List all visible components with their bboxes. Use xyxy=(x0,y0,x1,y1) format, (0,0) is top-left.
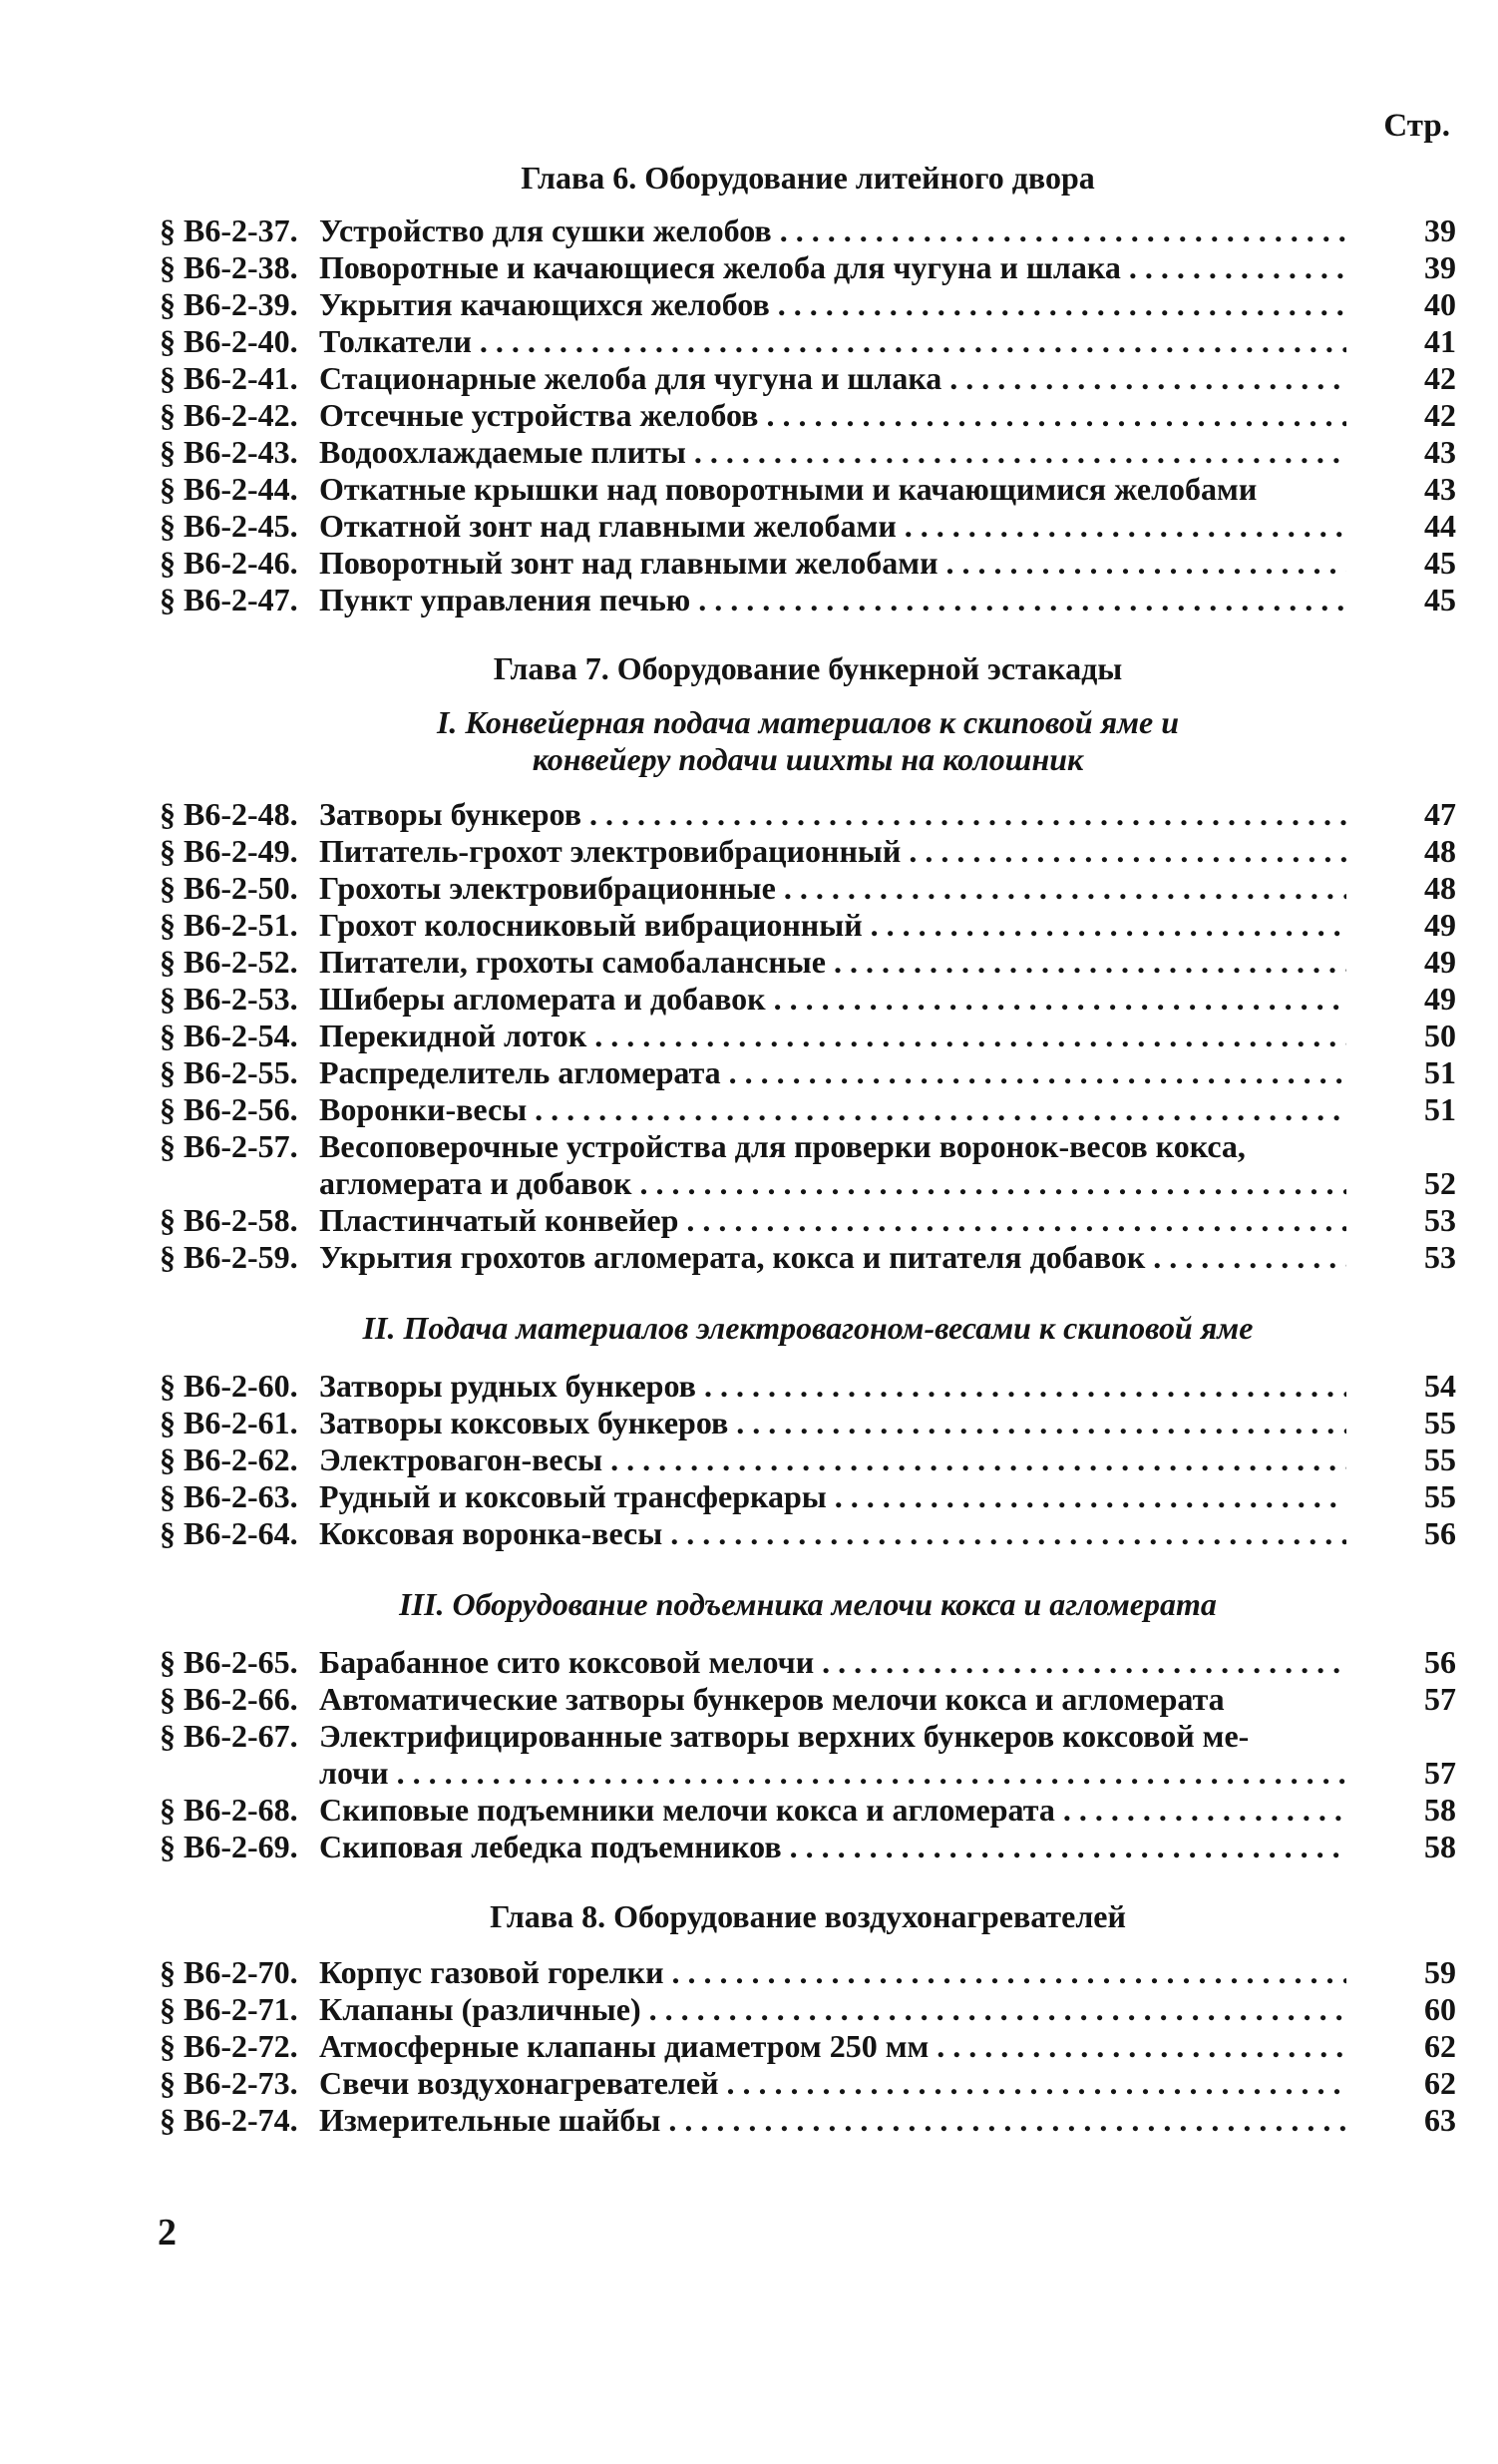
toc-entry xyxy=(160,1441,1456,1478)
page-ref: 56 xyxy=(1424,1644,1456,1680)
page-number: 2 xyxy=(158,2212,177,2254)
toc-entry xyxy=(160,1954,1456,1991)
toc-entry xyxy=(160,981,1456,1018)
section-number: § В6-2-39. xyxy=(160,286,298,322)
section-number: § В6-2-56. xyxy=(160,1091,298,1127)
toc-entry xyxy=(160,1718,1456,1755)
page-ref: 55 xyxy=(1424,1478,1456,1514)
entry-title: Распределитель агломерата . . . xyxy=(319,1054,1346,1091)
entry-title: Грохот колосниковый вибрационный . . . xyxy=(319,907,1346,944)
toc-entry xyxy=(160,1239,1456,1276)
section-number: § В6-2-55. xyxy=(160,1054,298,1090)
chapter-7-title: Глава 7. Оборудование бункерной эстакады xyxy=(493,650,1123,686)
page-ref: 53 xyxy=(1424,1239,1456,1275)
page-ref: 43 xyxy=(1424,471,1456,507)
entry-title: Питатель-грохот электровибрационный . . . xyxy=(319,833,1346,870)
toc-entry xyxy=(160,434,1456,471)
entry-title: Весоповерочные устройства для проверки воронок-весов кокса, xyxy=(319,1128,1246,1164)
section-number: § В6-2-62. xyxy=(160,1441,298,1477)
toc-entry xyxy=(160,471,1456,508)
page-ref: 40 xyxy=(1424,286,1456,322)
toc-entry xyxy=(160,1478,1456,1515)
entry-title: Электровагон-весы . . . xyxy=(319,1441,1346,1478)
entry-title: Питатели, грохоты самобалансные . . . xyxy=(319,944,1346,981)
entry-title-continued: лочи . . . xyxy=(319,1755,1346,1792)
entry-title: Затворы рудных бункеров . . . xyxy=(319,1368,1346,1405)
entry-title: Поворотный зонт над главными желобами . . . xyxy=(319,545,1346,582)
section-number: § В6-2-45. xyxy=(160,508,298,544)
toc-entry xyxy=(160,286,1456,323)
toc-entry xyxy=(160,796,1456,833)
page-ref: 59 xyxy=(1424,1954,1456,1990)
page-ref: 62 xyxy=(1424,2065,1456,2101)
section-number: § В6-2-61. xyxy=(160,1405,298,1440)
toc-entry xyxy=(160,1792,1456,1829)
section-number: § В6-2-60. xyxy=(160,1368,298,1404)
entry-title: Клапаны (различные) . . . xyxy=(319,1991,1346,2028)
page-ref: 58 xyxy=(1424,1829,1456,1864)
page-ref: 50 xyxy=(1424,1018,1456,1053)
entry-title: Атмосферные клапаны диаметром 250 мм . . . xyxy=(319,2028,1346,2065)
page-ref: 44 xyxy=(1424,508,1456,544)
section-number: § В6-2-73. xyxy=(160,2065,298,2101)
toc-entry xyxy=(160,1681,1456,1718)
chapter-6-title: Глава 6. Оборудование литейного двора xyxy=(521,160,1095,196)
section-number: § В6-2-70. xyxy=(160,1954,298,1990)
toc-entry xyxy=(160,545,1456,582)
entry-title: Скиповые подъемники мелочи кокса и агломерата . . . xyxy=(319,1792,1346,1829)
page-ref: 43 xyxy=(1424,434,1456,470)
toc-entry xyxy=(160,907,1456,944)
section-number: § В6-2-38. xyxy=(160,249,298,285)
page-ref: 63 xyxy=(1424,2102,1456,2138)
section-number: § В6-2-69. xyxy=(160,1829,298,1864)
section-number: § В6-2-47. xyxy=(160,582,298,617)
part-3-title: III. Оборудование подъемника мелочи кокса и агломерата xyxy=(399,1586,1217,1622)
entry-title: Автоматические затворы бункеров мелочи кокса и агломерата xyxy=(319,1681,1225,1717)
toc-entry xyxy=(160,1128,1456,1165)
toc-entry xyxy=(160,249,1456,286)
entry-title: Пункт управления печью . . . xyxy=(319,582,1346,618)
section-number: § В6-2-43. xyxy=(160,434,298,470)
entry-title: Коксовая воронка-весы . . . xyxy=(319,1515,1346,1552)
section-number: § В6-2-74. xyxy=(160,2102,298,2138)
section-number: § В6-2-52. xyxy=(160,944,298,980)
section-number: § В6-2-48. xyxy=(160,796,298,832)
page-ref: 52 xyxy=(1424,1165,1456,1201)
toc-entry xyxy=(160,508,1456,545)
page-ref: 42 xyxy=(1424,397,1456,433)
page-ref: 45 xyxy=(1424,582,1456,617)
page-ref: 56 xyxy=(1424,1515,1456,1551)
toc-entry-continuation xyxy=(160,1755,1456,1792)
section-number: § В6-2-59. xyxy=(160,1239,298,1275)
section-number: § В6-2-40. xyxy=(160,323,298,359)
entry-title: Пластинчатый конвейер . . . xyxy=(319,1202,1346,1239)
toc-entry xyxy=(160,1054,1456,1091)
toc-entry xyxy=(160,1202,1456,1239)
toc-entry-continuation xyxy=(160,1165,1456,1202)
entry-title: Воронки-весы . . . xyxy=(319,1091,1346,1128)
toc-entry xyxy=(160,397,1456,434)
section-number: § В6-2-63. xyxy=(160,1478,298,1514)
page-ref: 41 xyxy=(1424,323,1456,359)
page-ref: 45 xyxy=(1424,545,1456,581)
toc-entry xyxy=(160,1644,1456,1681)
page-ref: 62 xyxy=(1424,2028,1456,2064)
toc-entry xyxy=(160,212,1456,249)
toc-entry xyxy=(160,2028,1456,2065)
toc-entry xyxy=(160,1018,1456,1054)
entry-title: Свечи воздухонагревателей . . . xyxy=(319,2065,1346,2102)
page-ref: 53 xyxy=(1424,1202,1456,1238)
page-ref: 54 xyxy=(1424,1368,1456,1404)
part-1-title-line-2: конвейеру подачи шихты на колошник xyxy=(532,741,1084,777)
entry-title: Шиберы агломерата и добавок . . . xyxy=(319,981,1346,1018)
entry-title: Укрытия грохотов агломерата, кокса и питателя добавок . . . xyxy=(319,1239,1346,1276)
entry-title: Отсечные устройства желобов . . . xyxy=(319,397,1346,434)
section-number: § В6-2-57. xyxy=(160,1128,298,1164)
toc-entry xyxy=(160,323,1456,360)
entry-title: Рудный и коксовый трансферкары . . . xyxy=(319,1478,1346,1515)
entry-title: Поворотные и качающиеся желоба для чугуна и шлака . . . xyxy=(319,249,1346,286)
entry-title: Корпус газовой горелки . . . xyxy=(319,1954,1346,1991)
toc-entry xyxy=(160,870,1456,907)
page-ref: 49 xyxy=(1424,944,1456,980)
entry-title: Электрифицированные затворы верхних бункеров коксовой ме- xyxy=(319,1718,1250,1754)
section-number: § В6-2-68. xyxy=(160,1792,298,1828)
part-2-title: II. Подача материалов электровагоном-весами к скиповой яме xyxy=(362,1310,1254,1346)
entry-title: Укрытия качающихся желобов . . . xyxy=(319,286,1346,323)
section-number: § В6-2-51. xyxy=(160,907,298,943)
page-ref: 57 xyxy=(1424,1681,1456,1717)
section-number: § В6-2-41. xyxy=(160,360,298,396)
entry-title: Скиповая лебедка подъемников . . . xyxy=(319,1829,1346,1865)
toc-entry xyxy=(160,833,1456,870)
entry-title: Барабанное сито коксовой мелочи . . . xyxy=(319,1644,1346,1681)
entry-title: Толкатели . . . xyxy=(319,323,1346,360)
page-column-header: Стр. xyxy=(1383,108,1450,144)
page-ref: 47 xyxy=(1424,796,1456,832)
entry-title: Грохоты электровибрационные . . . xyxy=(319,870,1346,907)
entry-title: Водоохлаждаемые плиты . . . xyxy=(319,434,1346,471)
section-number: § В6-2-66. xyxy=(160,1681,298,1717)
section-number: § В6-2-42. xyxy=(160,397,298,433)
page-ref: 49 xyxy=(1424,907,1456,943)
page-ref: 51 xyxy=(1424,1091,1456,1127)
section-number: § В6-2-67. xyxy=(160,1718,298,1754)
page-ref: 39 xyxy=(1424,249,1456,285)
section-number: § В6-2-46. xyxy=(160,545,298,581)
entry-title: Устройство для сушки желобов . . . xyxy=(319,212,1346,249)
toc-entry xyxy=(160,360,1456,397)
page-ref: 58 xyxy=(1424,1792,1456,1828)
entry-title: Откатные крышки над поворотными и качающимися желобами xyxy=(319,471,1258,507)
section-number: § В6-2-58. xyxy=(160,1202,298,1238)
entry-title: Измерительные шайбы . . . xyxy=(319,2102,1346,2139)
entry-title: Затворы коксовых бункеров . . . xyxy=(319,1405,1346,1441)
section-number: § В6-2-64. xyxy=(160,1515,298,1551)
toc-entry xyxy=(160,1091,1456,1128)
toc-entry xyxy=(160,1368,1456,1405)
page-ref: 51 xyxy=(1424,1054,1456,1090)
toc-entry xyxy=(160,2065,1456,2102)
chapter-8-title: Глава 8. Оборудование воздухонагревателей xyxy=(490,1898,1126,1934)
page-ref: 55 xyxy=(1424,1405,1456,1440)
section-number: § В6-2-53. xyxy=(160,981,298,1017)
page-ref: 57 xyxy=(1424,1755,1456,1791)
section-number: § В6-2-72. xyxy=(160,2028,298,2064)
page-ref: 48 xyxy=(1424,870,1456,906)
entry-title-continued: агломерата и добавок . . . xyxy=(319,1165,1346,1202)
section-number: § В6-2-65. xyxy=(160,1644,298,1680)
toc-entry xyxy=(160,1829,1456,1865)
section-number: § В6-2-44. xyxy=(160,471,298,507)
entry-title: Откатной зонт над главными желобами . . . xyxy=(319,508,1346,545)
section-number: § В6-2-50. xyxy=(160,870,298,906)
toc-entry xyxy=(160,1991,1456,2028)
page-ref: 39 xyxy=(1424,212,1456,248)
section-number: § В6-2-37. xyxy=(160,212,298,248)
entry-title: Затворы бункеров . . . xyxy=(319,796,1346,833)
toc-entry xyxy=(160,944,1456,981)
toc-entry xyxy=(160,2102,1456,2139)
entry-title: Стационарные желоба для чугуна и шлака . . . xyxy=(319,360,1346,397)
section-number: § В6-2-54. xyxy=(160,1018,298,1053)
page-ref: 42 xyxy=(1424,360,1456,396)
page-ref: 60 xyxy=(1424,1991,1456,2027)
part-1-title-line-1: I. Конвейерная подача материалов к скиповой яме и xyxy=(436,704,1180,740)
section-number: § В6-2-49. xyxy=(160,833,298,869)
entry-title: Перекидной лоток . . . xyxy=(319,1018,1346,1054)
toc-entry xyxy=(160,1405,1456,1441)
toc-entry xyxy=(160,582,1456,618)
page-ref: 48 xyxy=(1424,833,1456,869)
toc-entry xyxy=(160,1515,1456,1552)
section-number: § В6-2-71. xyxy=(160,1991,298,2027)
page-ref: 49 xyxy=(1424,981,1456,1017)
page-ref: 55 xyxy=(1424,1441,1456,1477)
